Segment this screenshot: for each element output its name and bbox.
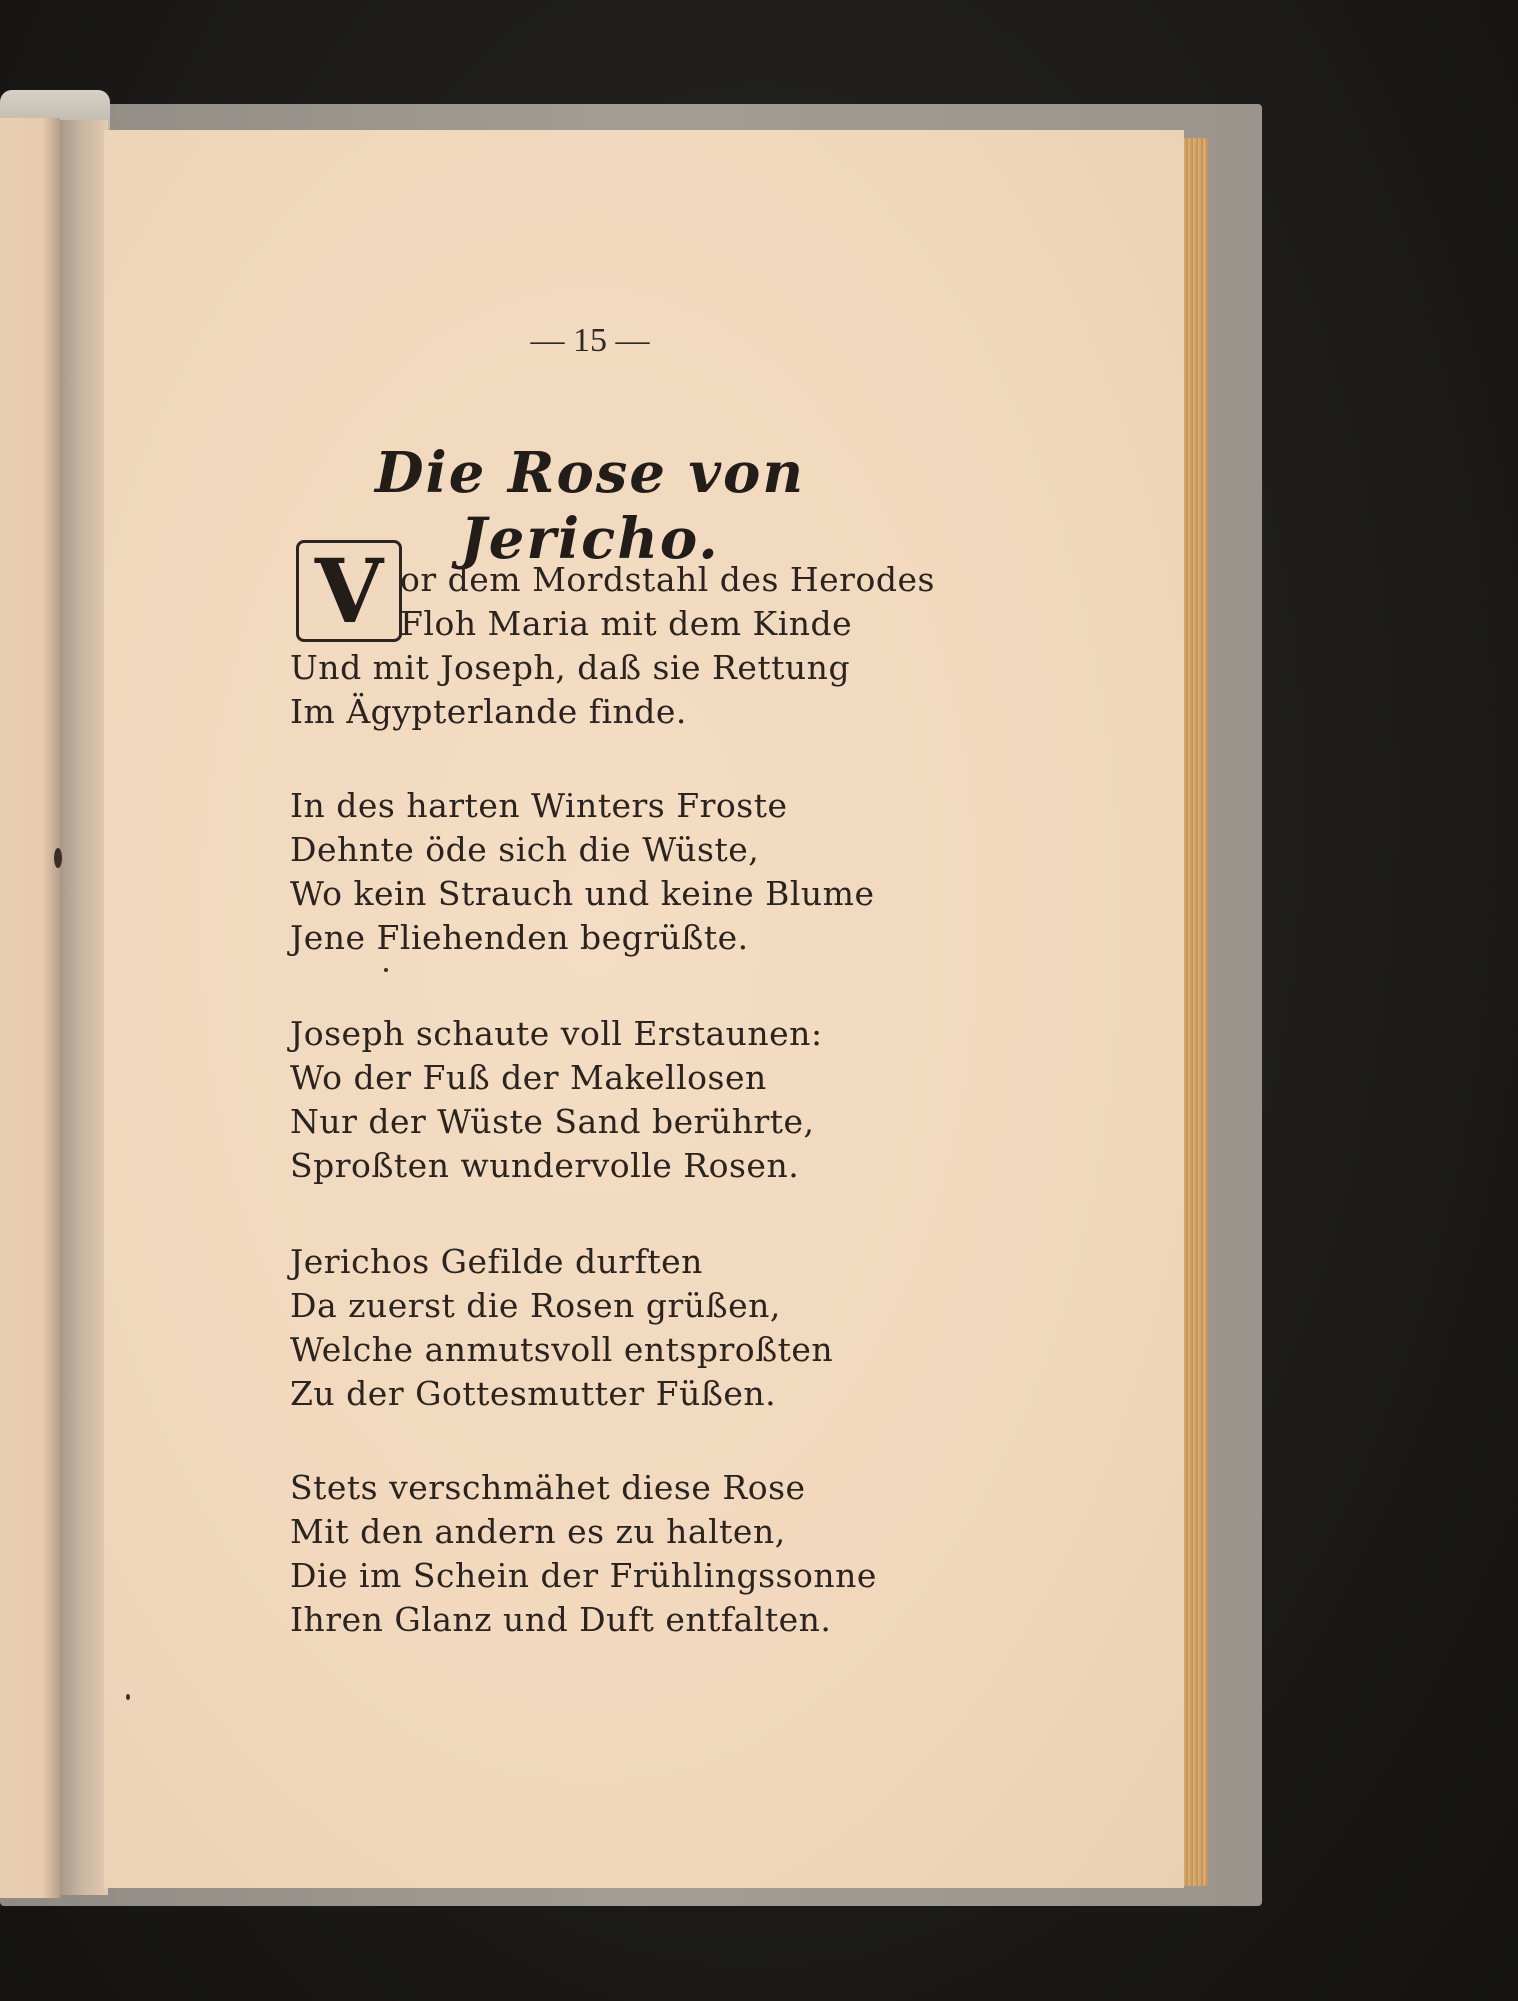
poem-line: Joseph schaute voll Erstaunen: — [290, 1014, 823, 1053]
poem-line: or dem Mordstahl des Herodes — [400, 560, 935, 599]
paper-speck — [384, 968, 388, 972]
page-gutter — [60, 120, 108, 1895]
gilt-page-edges — [1184, 138, 1208, 1886]
poem-line: Mit den andern es zu halten, — [290, 1512, 786, 1551]
page-number: — 15 — — [530, 322, 650, 359]
poem-title: Die Rose von Jericho. — [374, 440, 806, 572]
paper-speck — [126, 1694, 130, 1700]
poem-line: Nur der Wüste Sand berührte, — [290, 1102, 815, 1141]
poem-line: Stets verschmähet diese Rose — [290, 1468, 806, 1507]
poem-line: Wo der Fuß der Makellosen — [290, 1058, 767, 1097]
poem-line: Die im Schein der Frühlingssonne — [290, 1556, 877, 1595]
poem-line: Da zuerst die Rosen grüßen, — [290, 1286, 781, 1325]
poem-line: Sproßten wundervolle Rosen. — [290, 1146, 800, 1185]
left-page-edge — [0, 118, 60, 1898]
poem-line: Floh Maria mit dem Kinde — [400, 604, 853, 643]
poem-line: In des harten Winters Froste — [290, 786, 788, 825]
poem-line: Im Ägypterlande finde. — [290, 692, 687, 731]
poem-line: Zu der Gottesmutter Füßen. — [290, 1374, 777, 1413]
poem-line: Dehnte öde sich die Wüste, — [290, 830, 760, 869]
poem-line: Welche anmutsvoll entsproßten — [290, 1330, 834, 1369]
poem-line: Ihren Glanz und Duft entfalten. — [290, 1600, 832, 1639]
poem-line: Wo kein Strauch und keine Blume — [290, 874, 875, 913]
poem-line: Jene Fliehenden begrüßte. — [290, 918, 749, 957]
paper-stain — [54, 848, 62, 868]
drop-cap-initial: V — [296, 540, 402, 642]
poem-line: Jerichos Gefilde durften — [290, 1242, 703, 1281]
poem-line: Und mit Joseph, daß sie Rettung — [290, 648, 851, 687]
